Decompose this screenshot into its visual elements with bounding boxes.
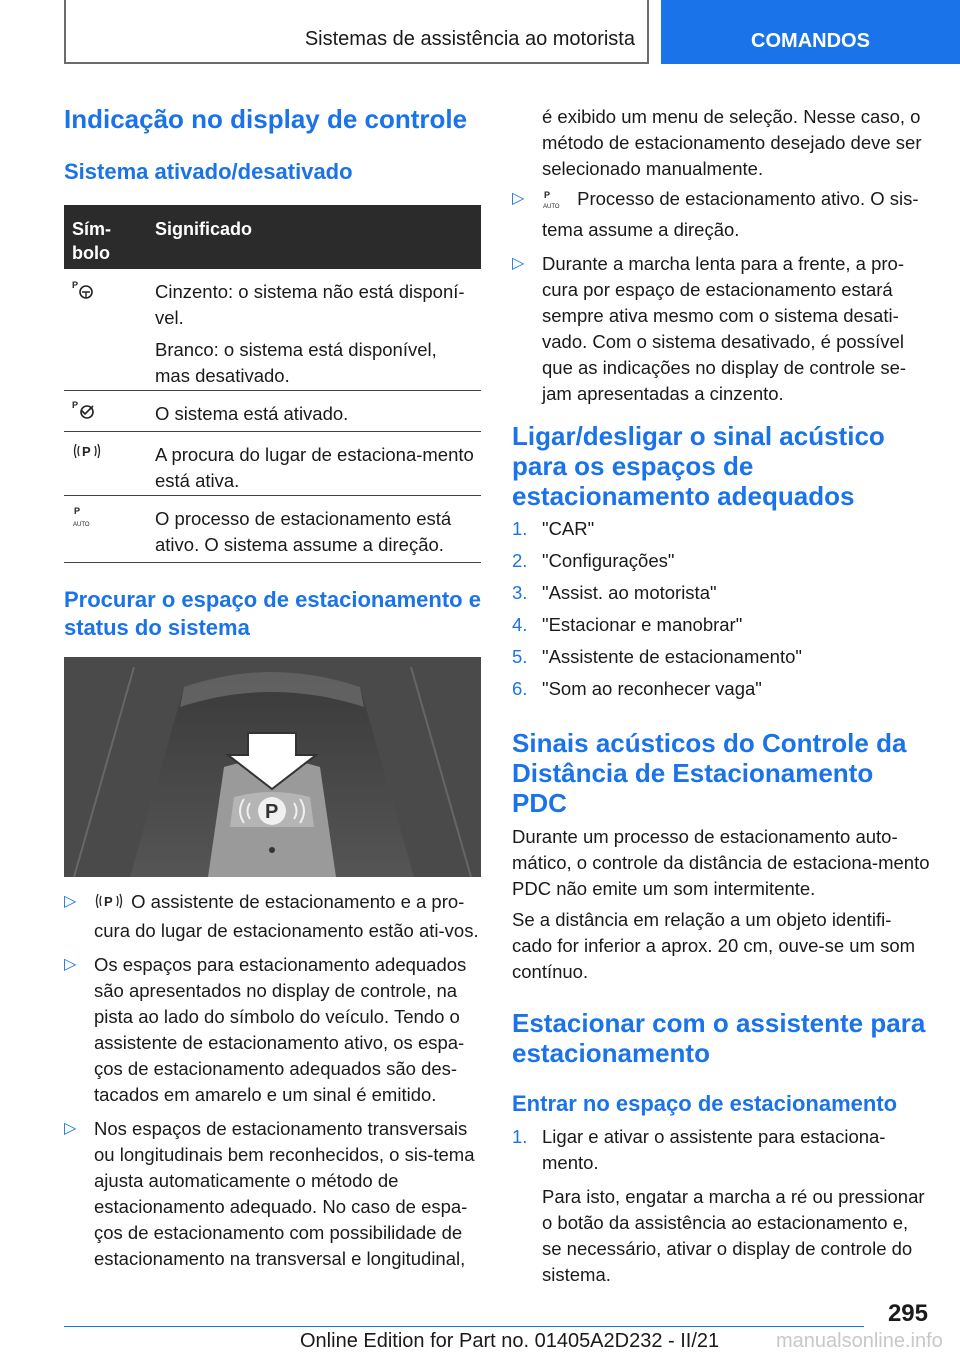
step-number: 5. (512, 646, 528, 667)
list-item (64, 889, 480, 944)
table-row-text: A procura do lugar de estaciona-mento está ativa. (155, 444, 474, 491)
list-item (512, 1124, 930, 1288)
row-text-line: Branco: o sistema está disponível, mas desativado. (155, 339, 437, 386)
triangle-bullet-icon: ▷ (512, 190, 525, 207)
heading-status: Sistema ativado/desativado (64, 159, 353, 184)
svg-text:P: P (72, 400, 79, 410)
step-number: 3. (512, 582, 528, 603)
row-text-line: Cinzento: o sistema não está disponí-vel. (155, 281, 465, 328)
step-text: "Configurações" (542, 550, 675, 571)
list-item (512, 251, 930, 407)
right-bullet-list (512, 186, 930, 407)
pdc-paragraph-2: Se a distância em relação a um objeto identifi-cado for inferior a aprox. 20 cm, ouve-se um som contínuo. (512, 909, 916, 982)
header-section-title: Sistemas de assistência ao motorista (304, 28, 635, 50)
parking-assist-icon (72, 279, 96, 306)
list-item-text: Durante a marcha lenta para a frente, a pro-cura por espaço de estacionamento estará sempre ativa mesmo com o sistema desati-vado. Com o sistema desativado, é possível que as indicações no display de controle se-jam apresentadas a cinzento. (542, 253, 907, 404)
svg-text:P: P (74, 506, 81, 516)
svg-text:AUTO: AUTO (73, 522, 90, 528)
table-row (64, 391, 481, 432)
continued-text (542, 104, 930, 182)
heading-search: Procurar o espaço de estacionamento e status do sistema (64, 587, 481, 640)
table-row-text: O sistema está ativado. (155, 403, 349, 424)
left-bullet-list (64, 889, 480, 1272)
page-number: 295 (887, 1300, 928, 1327)
footer-divider (64, 1326, 864, 1327)
list-item (512, 186, 930, 243)
triangle-bullet-icon: ▷ (64, 1120, 77, 1137)
enter-steps (512, 1124, 930, 1288)
svg-text:P: P (104, 894, 113, 909)
table-row (64, 269, 481, 391)
heading-park: Estacionar com o assistente para estacionamento (512, 1008, 926, 1068)
step-text: "Som ao reconhecer vaga" (542, 678, 762, 699)
list-item (512, 676, 930, 708)
table-row (64, 432, 481, 496)
svg-text:P: P (544, 190, 551, 200)
parking-auto-icon (542, 188, 572, 217)
list-item (512, 548, 930, 580)
list-item (512, 580, 930, 612)
pdc-paragraph-1: Durante um processo de estacionamento auto-mático, o controle da distância de estaciona-mento PDC não emite um som intermitente. (512, 826, 930, 899)
step-text: "CAR" (542, 518, 595, 539)
triangle-bullet-icon: ▷ (512, 255, 525, 272)
heading-enter: Entrar no espaço de estacionamento (512, 1091, 898, 1116)
paragraph: é exibido um menu de seleção. Nesse caso, o método de estacionamento desejado deve ser selecionado manualmente. (542, 106, 922, 179)
list-item (64, 952, 480, 1108)
header-chapter-title: COMANDOS (751, 30, 870, 52)
list-item-text: O assistente de estacionamento e a pro-cura do lugar de estacionamento estão ati-vos. (94, 891, 479, 941)
step-number: 6. (512, 678, 528, 699)
parking-search-icon (72, 440, 102, 467)
svg-text:P: P (265, 801, 279, 823)
table-header (64, 205, 481, 269)
footer-edition: Online Edition for Part no. 01405A2D232 - II/21 (300, 1330, 720, 1352)
parking-search-icon (94, 891, 126, 918)
step-text: "Assistente de estacionamento" (542, 646, 802, 667)
step-text: "Estacionar e manobrar" (542, 614, 743, 635)
svg-text:P: P (82, 444, 91, 459)
parking-auto-icon (72, 504, 98, 533)
triangle-bullet-icon: ▷ (64, 893, 77, 910)
footer-watermark: manualsonline.info (776, 1330, 943, 1352)
list-item-text: Nos espaços de estacionamento transversais ou longitudinais bem reconhecidos, o sis-tema ajusta automaticamente o método de estacionamento adequado. No caso de espa-ços de estacionamento com possibilidade de estacionamento na transversal e longitudinal, (94, 1118, 475, 1269)
table-row (64, 496, 481, 563)
step-number: 1. (512, 1126, 528, 1147)
step-number: 1. (512, 518, 528, 539)
list-item (512, 612, 930, 644)
table-row-text (155, 279, 475, 389)
step-text: Ligar e ativar o assistente para estaciona-mento. (542, 1126, 886, 1173)
triangle-bullet-icon: ▷ (64, 956, 77, 973)
list-item (512, 516, 930, 548)
header-chapter-tab (661, 0, 960, 64)
step-number: 2. (512, 550, 528, 571)
list-item-text: Os espaços para estacionamento adequados são apresentados no display de controle, na pista ao lado do símbolo do veículo. Tendo o assistente de estacionamento ativo, os espa-ços de estacionamento adequados são des-tacados em amarelo e um sinal é emitido. (94, 954, 467, 1105)
svg-text:AUTO: AUTO (543, 204, 560, 210)
step-text: "Assist. ao motorista" (542, 582, 717, 603)
list-item (64, 1116, 480, 1272)
settings-steps (512, 516, 930, 708)
list-item-text: Processo de estacionamento ativo. O sis-tema assume a direção. (542, 188, 919, 240)
svg-text:P: P (72, 280, 79, 290)
symbol-table (64, 205, 481, 563)
header-section-box (64, 0, 649, 64)
table-row-text: O processo de estacionamento está ativo. O sistema assume a direção. (155, 508, 452, 555)
table-header-meaning: Significado (155, 219, 253, 239)
step-text: Para isto, engatar a marcha a ré ou pressionar o botão da assistência ao estacionamento e, se necessário, ativar o display de controle do sistema. (542, 1186, 925, 1285)
heading-display: Indicação no display de controle (64, 104, 468, 134)
heading-pdc: Sinais acústicos do Controle da Distância de Estacionamento PDC (512, 728, 907, 818)
list-item (512, 644, 930, 676)
step-number: 4. (512, 614, 528, 635)
heading-signal: Ligar/desligar o sinal acústico para os espaços de estacionamento adequados (512, 421, 885, 511)
table-header-symbol: Sím- bolo (72, 219, 112, 263)
parking-display-illustration (64, 657, 481, 877)
parking-assist-active-icon (72, 399, 98, 426)
